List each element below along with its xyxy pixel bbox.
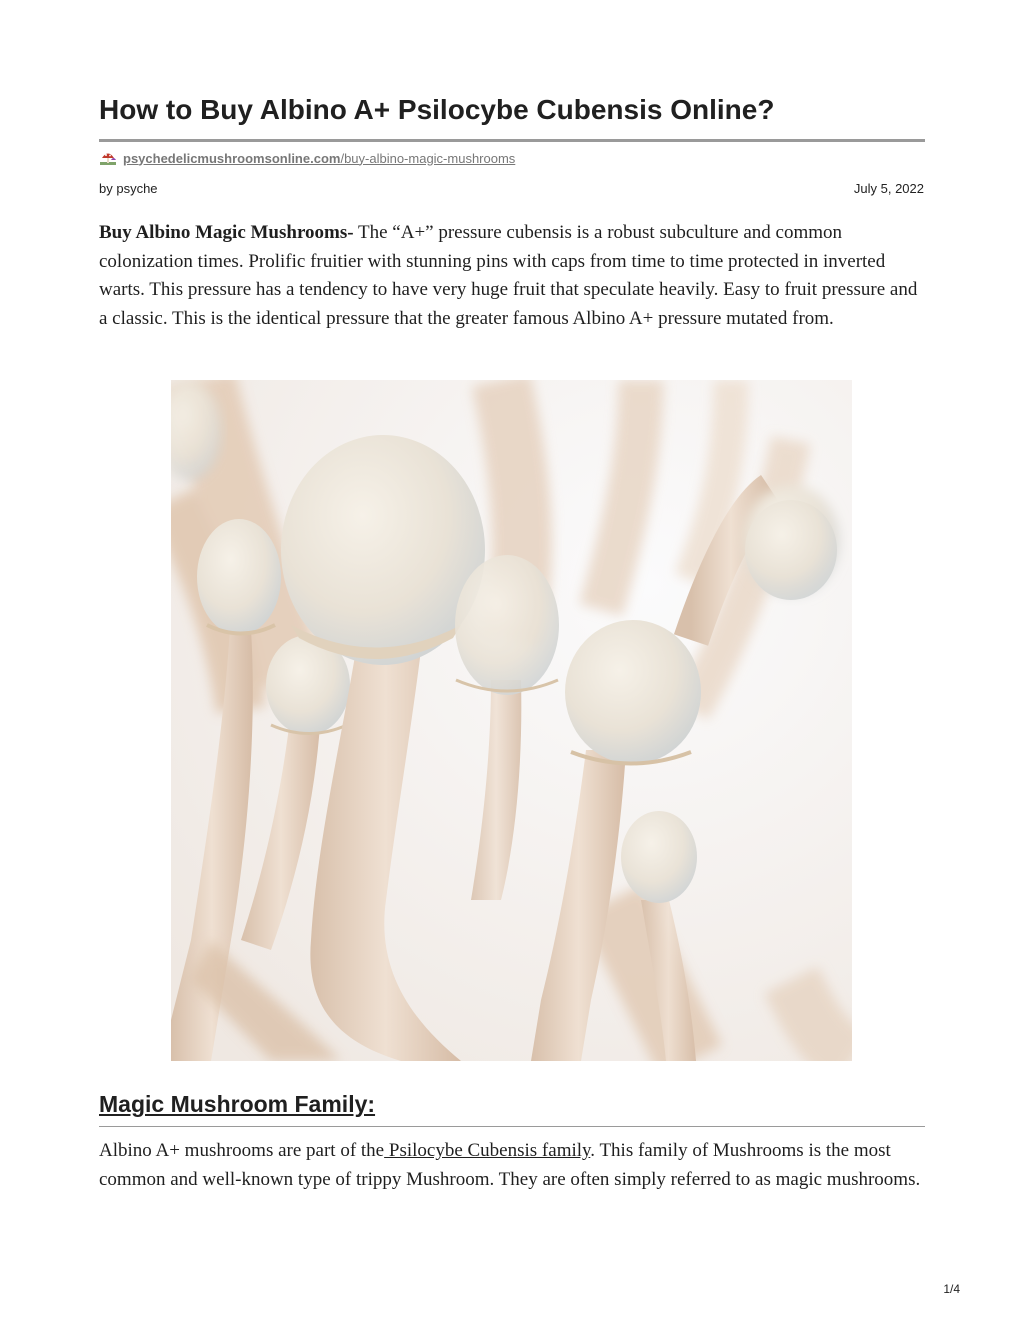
section-heading: Magic Mushroom Family: xyxy=(99,1091,376,1117)
psilocybe-cubensis-family-link[interactable]: Psilocybe Cubensis family xyxy=(384,1140,591,1161)
page-title: How to Buy Albino A+ Psilocybe Cubensis Online? xyxy=(99,94,775,125)
albino-mushrooms-photo xyxy=(171,380,852,1061)
page-number: 1/4 xyxy=(943,1282,960,1296)
section-text-after: . This family of Mushrooms is the most common and well-known type of trippy Mushroom. They are often simply referred to as magic mushrooms. xyxy=(99,1140,921,1190)
intro-paragraph xyxy=(99,219,925,333)
intro-lead: Buy Albino Magic Mushrooms- xyxy=(99,222,354,243)
author-byline: by psyche xyxy=(99,181,158,196)
section-paragraph xyxy=(99,1137,925,1194)
intro-text: The “A+” pressure cubensis is a robust subculture and common colonization times. Prolific fruitier with stunning pins with caps from time to time protected in inverted warts. This pressure has a tendency to have very huge fruit that speculate heavily. Easy to fruit pressure and a classic. This is the identical pressure that the greater famous Albino A+ pressure mutated from. xyxy=(99,222,918,329)
source-domain: psychedelicmushroomsonline.com xyxy=(123,150,341,166)
section-text-before: Albino A+ mushrooms are part of the xyxy=(99,1140,385,1161)
title-divider xyxy=(99,139,925,142)
source-line xyxy=(99,148,515,168)
section-divider xyxy=(99,1126,925,1127)
mushroom-favicon-icon xyxy=(99,149,117,167)
source-url-link[interactable] xyxy=(123,151,515,166)
publish-date: July 5, 2022 xyxy=(853,181,924,196)
source-path: /buy-albino-magic-mushrooms xyxy=(340,150,516,166)
